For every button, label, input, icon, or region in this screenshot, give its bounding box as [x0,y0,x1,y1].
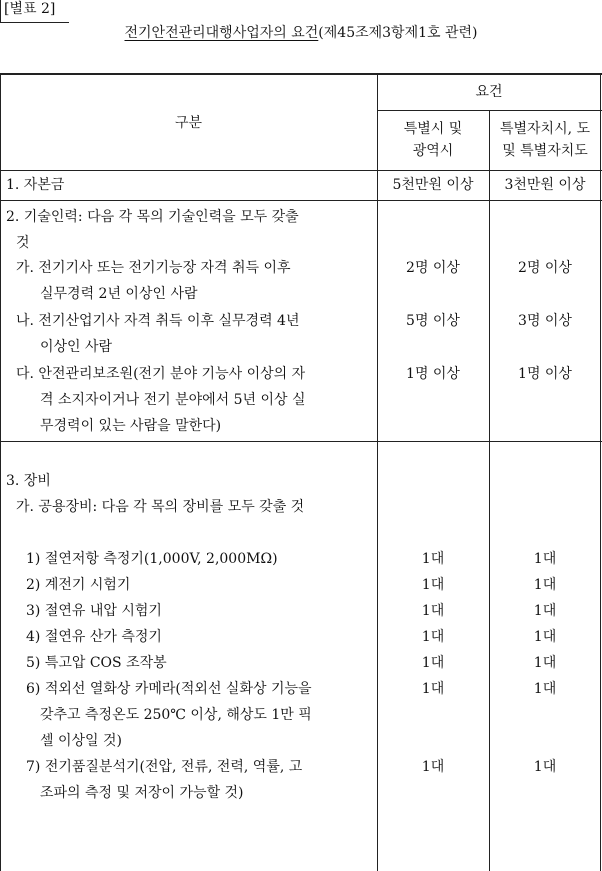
manpower-item-a-col-a: 2명 이상 [406,260,460,276]
document-title-main: 전기안전관리대행사업자의 요건 [124,25,319,41]
capital-col-b: 3천만원 이상 [504,177,586,193]
equipment-item-5-col-b: 1대 [533,655,557,671]
equipment-item-6-line1: 6) 적외선 열화상 카메라(적외선 실화상 기능을 [26,681,312,697]
equipment-item-7-line2: 조파의 측정 및 저장이 가능할 것) [40,785,244,801]
header-col-b-line: 및 특별자치도 [502,143,588,159]
annex-label: [별표 2] [4,1,56,17]
manpower-item-b-col-b: 3명 이상 [518,313,572,329]
equipment-item-6-col-b: 1대 [533,681,557,697]
equipment-item-3-col-a: 1대 [421,603,445,619]
manpower-item-a-line2: 실무경력 2년 이상인 사람 [40,286,198,302]
manpower-item-b-line2: 이상인 사람 [40,339,113,355]
capital-col-a: 5천만원 이상 [392,177,474,193]
manpower-item-c-col-b: 1명 이상 [518,366,572,382]
manpower-item-c-line2: 격 소지자이거나 전기 분야에서 5년 이상 실 [40,392,306,408]
header-requirement: 요건 [475,84,503,100]
equipment-item-3-col-b: 1대 [533,603,557,619]
header-bottom-line [0,170,602,171]
header-col-a [377,118,489,162]
equipment-item-6-line3: 셀 이상일 것) [40,733,122,749]
equipment-item-7-col-a: 1대 [421,759,445,775]
manpower-bottom-line [0,441,602,442]
manpower-heading-line2: 것 [16,235,30,251]
manpower-item-c-col-a: 1명 이상 [406,366,460,382]
equipment-item-6-col-a: 1대 [421,681,445,697]
equipment-item-5-line1: 5) 특고압 COS 조작봉 [26,655,167,671]
equipment-item-7-line1: 7) 전기품질분석기(전압, 전류, 전력, 역률, 고 [26,759,303,775]
header-col-b-line: 특별자치시, 도 [499,121,591,137]
manpower-item-a-col-b: 2명 이상 [518,260,572,276]
equipment-sub-heading: 가. 공용장비: 다음 각 목의 장비를 모두 갖출 것 [16,499,305,515]
equipment-item-2-line1: 2) 계전기 시험기 [26,577,131,593]
header-col-a-line: 광역시 [412,143,454,159]
manpower-item-c-line1: 다. 안전관리보조원(전기 분야 기능사 이상의 자 [16,366,306,382]
manpower-heading-line1: 2. 기술인력: 다음 각 목의 기술인력을 모두 갖출 [6,209,299,225]
manpower-item-b-col-a: 5명 이상 [406,313,460,329]
document-title [0,24,602,42]
header-col-b [489,118,601,162]
equipment-item-7-col-b: 1대 [533,759,557,775]
equipment-item-4-col-a: 1대 [421,629,445,645]
document-title-suffix: (제45조제3항제1호 관련) [318,25,478,41]
capital-label: 1. 자본금 [6,177,65,193]
manpower-item-b-line1: 나. 전기산업기사 자격 취득 이후 실무경력 4년 [16,313,300,329]
equipment-item-4-line1: 4) 절연유 산가 측정기 [26,629,162,645]
equipment-item-1-line1: 1) 절연저항 측정기(1,000V, 2,000MΩ) [26,551,278,567]
manpower-item-c-line3: 무경력이 있는 사람을 말한다) [40,418,222,434]
equipment-item-2-col-b: 1대 [533,577,557,593]
capital-bottom-line [0,200,602,201]
equipment-item-5-col-a: 1대 [421,655,445,671]
header-category: 구분 [174,115,203,131]
manpower-item-a-line1: 가. 전기기사 또는 전기기능장 자격 취득 이후 [16,260,291,276]
table-left-border [0,73,1,871]
header-col-a-line: 특별시 및 [403,121,463,137]
equipment-item-1-col-b: 1대 [533,551,557,567]
equipment-item-6-line2: 갖추고 측정온도 250℃ 이상, 해상도 1만 픽 [40,707,312,723]
equipment-item-1-col-a: 1대 [421,551,445,567]
equipment-item-2-col-a: 1대 [421,577,445,593]
equipment-item-4-col-b: 1대 [533,629,557,645]
equipment-heading: 3. 장비 [6,473,51,489]
table-top-border [0,73,602,75]
equipment-item-3-line1: 3) 절연유 내압 시험기 [26,603,162,619]
